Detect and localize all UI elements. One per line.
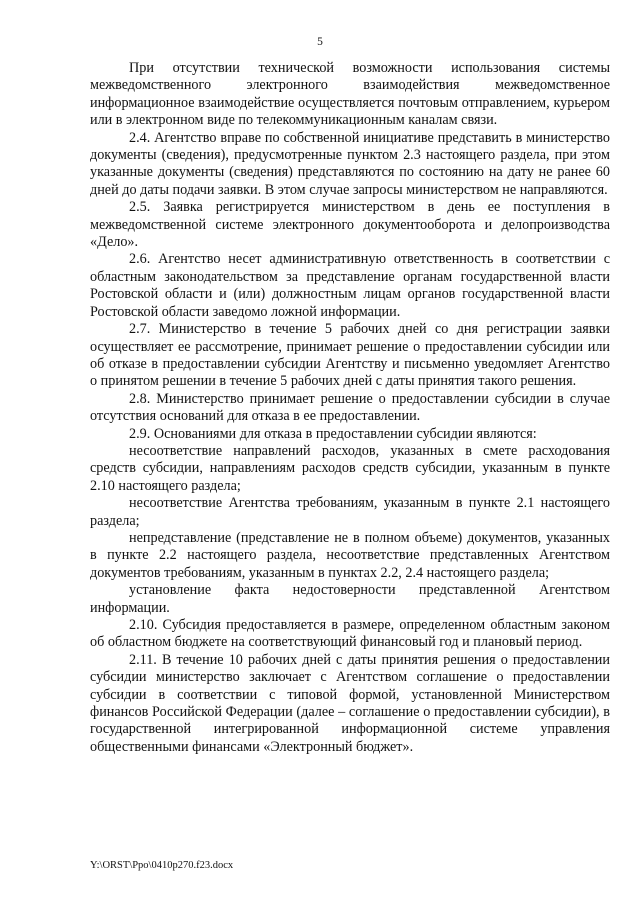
- page-number: 5: [317, 36, 323, 48]
- paragraph: 2.4. Агентство вправе по собственной инициативе представить в министерство документы (сведения), предусмотренные пунктом 2.3 настоящего раздела, при этом указанные документы (сведения) представляются по состоянию на дату не ранее 60 дней до даты подачи заявки. В этом случае запросы министерством не направляются.: [90, 129, 610, 198]
- paragraph: 2.5. Заявка регистрируется министерством в день ее поступления в межведомственной системе электронного документооборота и делопроизводства «Дело».: [90, 199, 610, 251]
- footer-file-path: Y:\ORST\Ppo\0410p270.f23.docx: [90, 860, 234, 871]
- paragraph: 2.10. Субсидия предоставляется в размере, определенном областным законом об областном бюджете на соответствующий финансовый год и плановый период.: [90, 617, 610, 651]
- paragraph: установление факта недостоверности представленной Агентством информации.: [90, 582, 610, 616]
- paragraph: несоответствие Агентства требованиям, указанным в пункте 2.1 настоящего раздела;: [90, 495, 610, 529]
- paragraph: 2.11. В течение 10 рабочих дней с даты принятия решения о предоставлении субсидии министерство заключает с Агентством соглашение о предоставлении субсидии в соответствии с типовой формой, установленной Министерством финансов Российской Федерации (далее – соглашение о предоставлении субсидии), в государственной интегрированной информационной системе управления общественными финансами «Электронный бюджет».: [90, 651, 610, 755]
- paragraph: 2.8. Министерство принимает решение о предоставлении субсидии в случае отсутствия оснований для отказа в ее предоставлении.: [90, 390, 610, 425]
- paragraph: непредставление (представление не в полном объеме) документов, указанных в пункте 2.2 настоящего раздела, несоответствие представленных Агентством документов требованиям, указанным в пунктах 2.2, 2.4 настоящего раздела;: [90, 529, 610, 581]
- paragraph: При отсутствии технической возможности использования системы межведомственного электронного взаимодействия межведомственное информационное взаимодействие осуществляется почтовым отправлением, курьером или в электронном виде по телекоммуникационным каналам связи.: [90, 60, 610, 129]
- paragraph: несоответствие направлений расходов, указанных в смете расходования средств субсидии, направлениям расходов средств субсидии, указанным в пункте 2.10 настоящего раздела;: [90, 442, 610, 494]
- paragraph: 2.7. Министерство в течение 5 рабочих дней со дня регистрации заявки осуществляет ее рассмотрение, принимает решение о предоставлении субсидии или об отказе в предоставлении субсидии Агентству и письменно уведомляет Агентство о принятом решении в течение 5 рабочих дней с даты принятия такого решения.: [90, 321, 610, 390]
- paragraph: 2.6. Агентство несет административную ответственность в соответствии с областным законодательством за представление органам государственной власти Ростовской области и (или) должностным лицам органов государственной власти Ростовской области заведомо ложной информации.: [90, 251, 610, 320]
- document-body: [90, 60, 610, 756]
- paragraph: 2.9. Основаниями для отказа в предоставлении субсидии являются:: [129, 425, 537, 442]
